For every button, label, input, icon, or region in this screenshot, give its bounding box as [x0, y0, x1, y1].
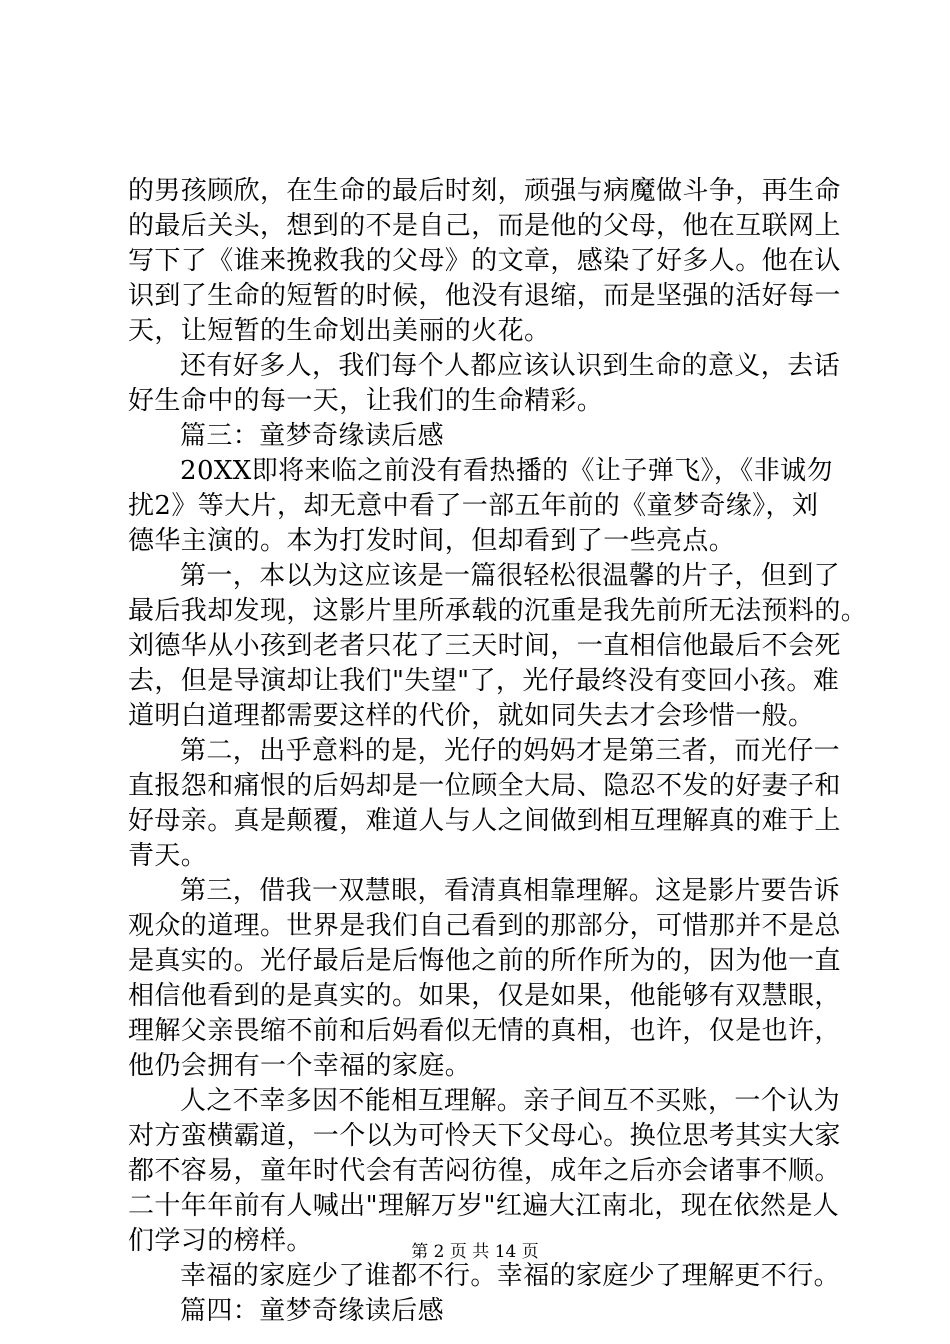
text-line: 理解父亲畏缩不前和后妈看似无情的真相，也许，仅是也许，: [128, 1016, 841, 1046]
text-line: 德华主演的。本为打发时间，但却看到了一些亮点。: [128, 526, 736, 556]
text-line: 好母亲。真是颠覆，难道人与人之间做到相互理解真的难于上: [128, 806, 841, 836]
text-line: 二十年年前有人喊出"理解万岁"红遍大江南北，现在依然是人: [128, 1191, 840, 1221]
text-line: 第二，出乎意料的是，光仔的妈妈才是第三者，而光仔一: [180, 736, 841, 766]
text-line: 写下了《谁来挽救我的父母》的文章，感染了好多人。他在认: [128, 246, 841, 276]
section-heading: 篇四：童梦奇缘读后感: [180, 1296, 445, 1326]
text-line: 最后我却发现，这影片里所承载的沉重是我先前所无法预料的。: [128, 596, 868, 626]
text-line: 20XX即将来临之前没有看热播的《让子弹飞》，《非诚勿: [180, 456, 833, 486]
text-line: 天，让短暂的生命划出美丽的火花。: [128, 316, 551, 346]
text-line: 第一，本以为这应该是一篇很轻松很温馨的片子，但到了: [180, 561, 841, 591]
text-line: 是真实的。光仔最后是后悔他之前的所作所为的，因为他一直: [128, 946, 841, 976]
text-line: 第三，借我一双慧眼，看清真相靠理解。这是影片要告诉: [180, 876, 841, 906]
text-line: 还有好多人，我们每个人都应该认识到生命的意义，去话: [180, 351, 841, 381]
text-line: 识到了生命的短暂的时候，他没有退缩，而是坚强的活好每一: [128, 281, 841, 311]
text-line: 人之不幸多因不能相互理解。亲子间互不买账，一个认为: [180, 1086, 841, 1116]
text-line: 的男孩顾欣，在生命的最后时刻，顽强与病魔做斗争，再生命: [128, 176, 841, 206]
text-line: 直报怨和痛恨的后妈却是一位顾全大局、隐忍不发的好妻子和: [128, 771, 841, 801]
text-line: 幸福的家庭少了谁都不行。幸福的家庭少了理解更不行。: [180, 1261, 841, 1291]
text-line: 都不容易，童年时代会有苦闷彷徨，成年之后亦会诸事不顺。: [128, 1156, 841, 1186]
document-body: [128, 174, 868, 1329]
text-line: 观众的道理。世界是我们自己看到的那部分，可惜那并不是总: [128, 911, 841, 941]
text-line: 扰2》等大片，却无意中看了一部五年前的《童梦奇缘》，刘: [128, 491, 819, 521]
page-number-label: 第 2 页 共 14 页: [411, 1242, 539, 1262]
text-line: 的最后关头，想到的不是自己，而是他的父母，他在互联网上: [128, 211, 841, 241]
text-line: 相信他看到的是真实的。如果，仅是如果，他能够有双慧眼，: [128, 981, 841, 1011]
text-line: 他仍会拥有一个幸福的家庭。: [128, 1051, 472, 1081]
text-line: 道明白道理都需要这样的代价，就如同失去才会珍惜一般。: [128, 701, 815, 731]
section-heading: 篇三：童梦奇缘读后感: [180, 421, 445, 451]
text-line: 去，但是导演却让我们"失望"了，光仔最终没有变回小孩。难: [128, 666, 840, 696]
text-line: 好生命中的每一天，让我们的生命精彩。: [128, 386, 604, 416]
page-footer: [0, 1240, 950, 1264]
text-line: 们学习的榜样。: [128, 1226, 313, 1256]
text-line: 青天。: [128, 841, 208, 871]
text-line: 对方蛮横霸道，一个以为可怜天下父母心。换位思考其实大家: [128, 1121, 841, 1151]
text-line: 刘德华从小孩到老者只花了三天时间，一直相信他最后不会死: [128, 631, 841, 661]
